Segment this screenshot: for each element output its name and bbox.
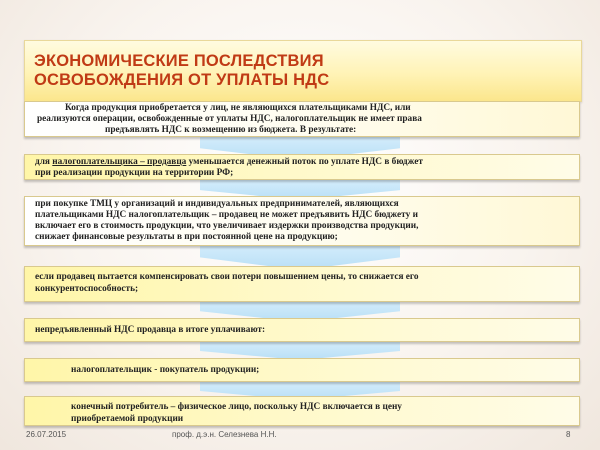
seller-line-2: при реализации продукции на территории РФ; [35,168,234,178]
purchase-line-1: при покупке ТМЦ у организаций и индивидуальных предпринимателей, являющихся [35,199,399,209]
payer-buyer-box [24,358,580,382]
price-line-1: если продавец пытается компенсировать свои потери повышением цены, то снижается его [35,272,419,282]
final-consumer-line-1: конечный потребитель – физическое лицо, поскольку НДС включается в цену [71,402,402,412]
final-consumer-line-2: приобретаемой продукции [71,414,184,424]
intro-line-1: Когда продукция приобретается у лиц, не являющихся плательщиками НДС, или [65,103,411,113]
price-line-2: конкурентоспособность; [35,284,139,294]
seller-underlined: налогоплательщика – продавца [52,157,187,167]
intro-line-2: реализуются операции, освобожденные от уплаты НДС, налогоплательщик не имеет права [37,114,422,124]
purchase-line-4: снижает финансовые результаты в при постоянной цене на продукцию; [35,232,338,242]
intro-box [24,101,580,137]
footer-page-number: 8 [566,430,571,439]
final-consumer-box [24,396,580,426]
footer-author: проф. д.э.н. Селезнева Н.Н. [172,430,277,439]
unpaid-vat-line: непредъявленный НДС продавца в итоге уплачивают: [35,325,266,335]
title-line-2: ОСВОБОЖДЕНИЯ ОТ УПЛАТЫ НДС [34,71,330,89]
purchase-line-2: плательщиками НДС налогоплательщик – продавец не может предъявить НДС бюджету и [35,210,418,220]
seller-line-1: для налогоплательщика – продавца уменьшается денежный поток по уплате НДС в бюджет [35,157,423,167]
consequence-box-price [24,266,580,302]
consequence-box-purchase [24,196,580,246]
slide-title [34,52,329,90]
title-line-1: ЭКОНОМИЧЕСКИЕ ПОСЛЕДСТВИЯ [34,52,324,70]
footer-date: 26.07.2015 [26,430,67,439]
intro-line-3: предъявлять НДС к возмещению из бюджета. В результате: [105,125,357,135]
unpaid-vat-box [24,318,580,342]
consequence-box-seller [24,154,580,180]
purchase-line-3: включает его в стоимость продукции, что увеличивает издержки производства продукции, [35,221,419,231]
payer-buyer-line: налогоплательщик - покупатель продукции; [71,365,260,375]
